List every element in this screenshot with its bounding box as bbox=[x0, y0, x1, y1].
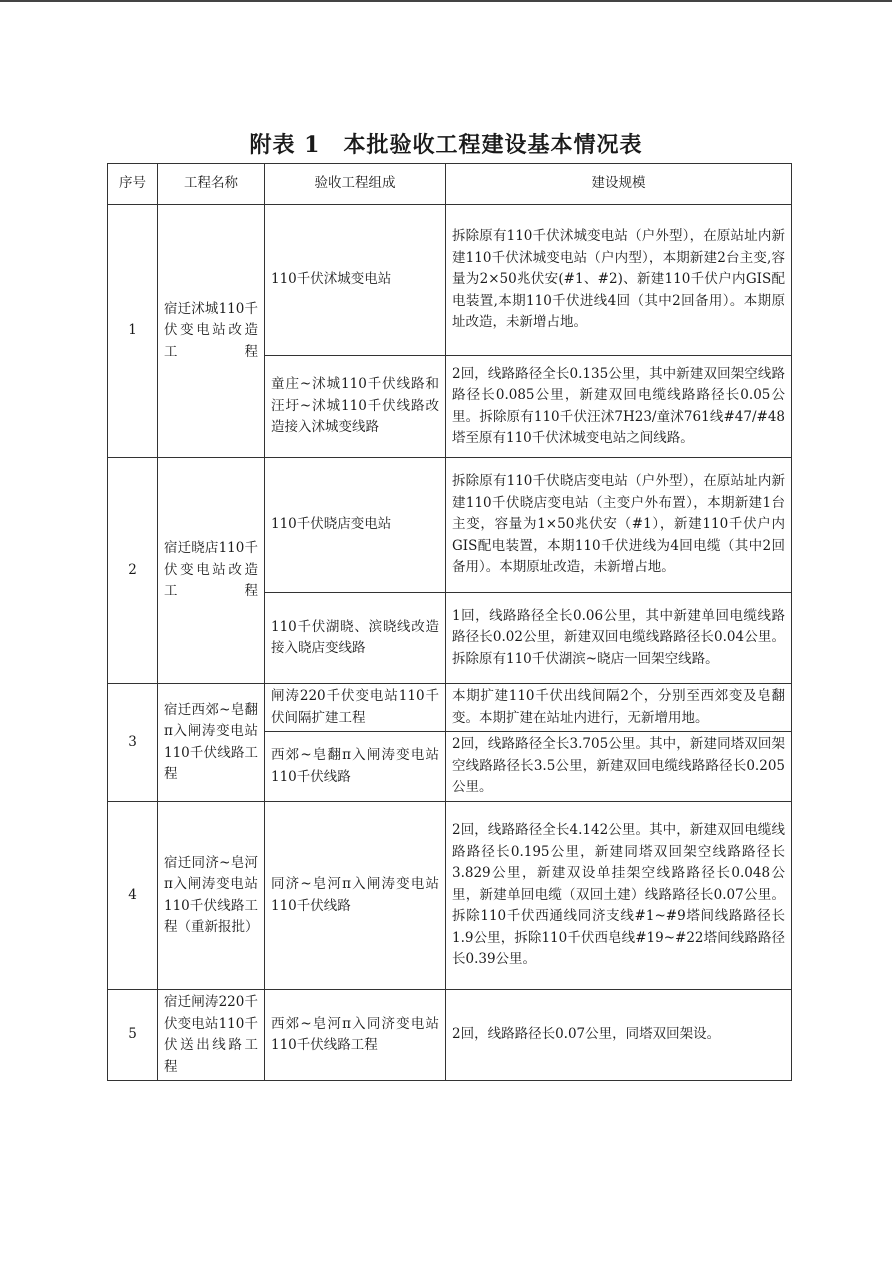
row-scale: 2回，线路路径全长4.142公里。其中，新建双回电缆线路路径长0.195公里，新建同塔双回架空线路路径长3.829公里，新建双设单挂架空线路路径长0.048公里，新建单回电缆（双回土建）线路路径长0.07公里。拆除110千伏西通线同济支线#1~#9塔间线路路径长1.9公里，拆除110千伏西皂线#19~#22塔间线路路径长0.39公里。 bbox=[446, 802, 792, 990]
row-scale: 拆除原有110千伏晓店变电站（户外型），在原站址内新建110千伏晓店变电站（主变户外布置），本期新建1台主变，容量为1×50兆伏安（#1），新建110千伏户内GIS配电装置，本期110千伏进线为4回电缆（其中2回备用）。本期原址改造，未新增占地。 bbox=[446, 458, 792, 593]
row-component: 闸涛220千伏变电站110千伏间隔扩建工程 bbox=[265, 684, 446, 732]
row-project-name: 宿迁同济~皂河π入闸涛变电站110千伏线路工程（重新报批） bbox=[158, 802, 265, 990]
table-row bbox=[108, 802, 792, 990]
header-components: 验收工程组成 bbox=[265, 164, 446, 205]
header-project-name: 工程名称 bbox=[158, 164, 265, 205]
row-component: 同济~皂河π入闸涛变电站110千伏线路 bbox=[265, 802, 446, 990]
row-component: 童庄~沭城110千伏线路和汪圩~沭城110千伏线路改造接入沭城变线路 bbox=[265, 356, 446, 458]
row-project-name: 宿迁沭城110千伏变电站改造工程 bbox=[158, 205, 265, 458]
table-row bbox=[108, 205, 792, 356]
row-component: 西郊~皂翻π入闸涛变电站110千伏线路 bbox=[265, 732, 446, 802]
row-serial: 4 bbox=[108, 802, 158, 990]
row-serial: 2 bbox=[108, 458, 158, 684]
row-component: 110千伏晓店变电站 bbox=[265, 458, 446, 593]
row-component: 110千伏沭城变电站 bbox=[265, 205, 446, 356]
row-component: 西郊~皂河π入同济变电站110千伏线路工程 bbox=[265, 990, 446, 1081]
row-serial: 3 bbox=[108, 684, 158, 802]
row-scale: 本期扩建110千伏出线间隔2个，分别至西郊变及皂翻变。本期扩建在站址内进行，无新增用地。 bbox=[446, 684, 792, 732]
header-serial: 序号 bbox=[108, 164, 158, 205]
table-header-row bbox=[108, 164, 792, 205]
top-rule bbox=[0, 0, 892, 2]
row-scale: 1回，线路路径全长0.06公里，其中新建单回电缆线路路径长0.02公里，新建双回电缆线路路径长0.04公里。拆除原有110千伏湖滨~晓店一回架空线路。 bbox=[446, 593, 792, 684]
row-component: 110千伏湖晓、滨晓线改造接入晓店变线路 bbox=[265, 593, 446, 684]
row-project-name: 宿迁晓店110千伏变电站改造工程 bbox=[158, 458, 265, 684]
row-scale: 拆除原有110千伏沭城变电站（户外型），在原站址内新建110千伏沭城变电站（户内型），本期新建2台主变,容量为2×50兆伏安(#1、#2)、新建110千伏户内GIS配电装置,本期110千伏进线4回（其中2回备用）。本期原址改造，未新增占地。 bbox=[446, 205, 792, 356]
table-row bbox=[108, 458, 792, 593]
project-table bbox=[107, 163, 792, 1081]
row-project-name: 宿迁西郊~皂翻π入闸涛变电站110千伏线路工程 bbox=[158, 684, 265, 802]
row-scale: 2回，线路路径全长3.705公里。其中，新建同塔双回架空线路路径长3.5公里，新建双回电缆线路路径长0.205公里。 bbox=[446, 732, 792, 802]
row-scale: 2回，线路路径长0.07公里，同塔双回架设。 bbox=[446, 990, 792, 1081]
table-row bbox=[108, 990, 792, 1081]
row-serial: 5 bbox=[108, 990, 158, 1081]
header-scale: 建设规模 bbox=[446, 164, 792, 205]
row-project-name: 宿迁闸涛220千伏变电站110千伏送出线路工程 bbox=[158, 990, 265, 1081]
table-row bbox=[108, 684, 792, 732]
page-title: 附表 1 本批验收工程建设基本情况表 bbox=[249, 132, 643, 158]
row-scale: 2回，线路路径全长0.135公里，其中新建双回架空线路路径长0.085公里，新建双回电缆线路路径长0.05公里。拆除原有110千伏汪沭7H23/童沭761线#47/#48塔至原有110千伏沭城变电站之间线路。 bbox=[446, 356, 792, 458]
row-serial: 1 bbox=[108, 205, 158, 458]
